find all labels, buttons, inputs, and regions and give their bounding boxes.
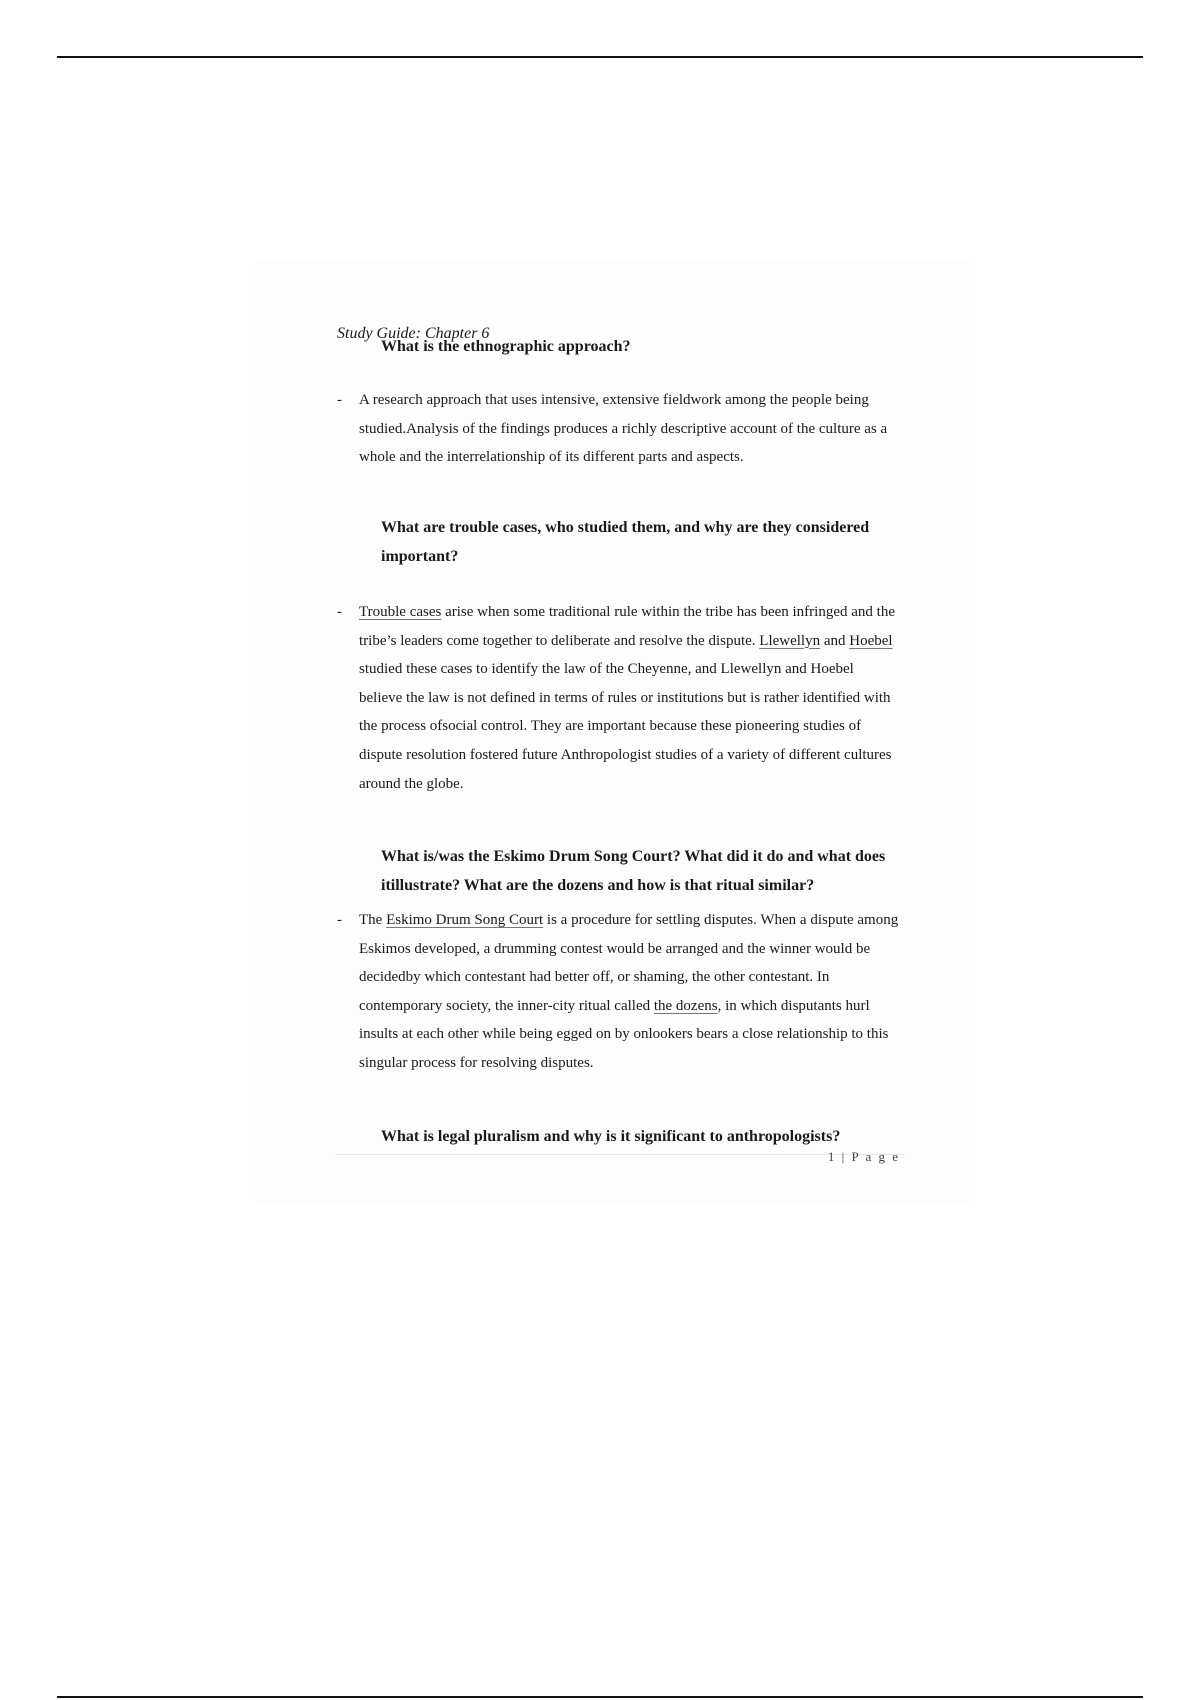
term-eskimo-drum-song-court: Eskimo Drum Song Court — [386, 912, 544, 928]
document-page — [255, 262, 975, 1202]
running-head: Study Guide: Chapter 6 — [337, 325, 490, 342]
question-legal-pluralism: What is legal pluralism and why is it significant to anthropologists? — [381, 1128, 841, 1145]
term-hoebel: Hoebel — [849, 632, 893, 649]
term-the-dozens: the dozens — [653, 997, 718, 1014]
bullet-marker: - — [337, 604, 342, 620]
bottom-border-line — [57, 1696, 1143, 1698]
top-border-line — [57, 56, 1143, 58]
bullet-marker: - — [337, 392, 342, 408]
answer-trouble-cases — [337, 598, 927, 798]
answer-eskimo-drum-song-court — [337, 906, 927, 1078]
term-trouble-cases: Trouble cases — [359, 604, 442, 620]
answer-text: A research approach that uses intensive, extensive fieldwork among the people being studied.Analysis of the findings produces a richly descriptive account of the culture as a whole and the interrelationship of its different parts and aspects. — [359, 392, 888, 466]
page-number-footer: 1 | P a g e — [827, 1149, 900, 1164]
question-trouble-cases: What are trouble cases, who studied them, and why are they considered important? — [381, 519, 870, 565]
term-llewellyn: Llewellyn — [759, 632, 821, 649]
question-eskimo-drum-song-court: What is/was the Eskimo Drum Song Court? What did it do and what does itillustrate? What are the dozens and how is that ritual similar? — [381, 848, 886, 894]
footer-divider — [335, 1154, 905, 1155]
question-ethnographic-approach: What is the ethnographic approach? — [381, 338, 631, 355]
answer-text: The Eskimo Drum Song Court is a procedure for settling disputes. When a dispute among Eskimos developed, a drumming contest would be arranged and the winner would be decidedby which contestant had better off, or shaming, the other contestant. In contemporary society, the inner-city ritual called the dozens, in which disputants hurl insults at each other while being egged on by onlookers bears a close relationship to this singular process for resolving disputes. — [359, 912, 899, 1071]
answer-ethnographic-approach — [337, 386, 927, 472]
answer-text: Trouble cases arise when some traditional rule within the tribe has been infringed and the tribe’s leaders come together to deliberate and resolve the dispute. Llewellyn and Hoebel studied these cases to identify the law of the Cheyenne, and Llewellyn and Hoebel believe the law is not defined in terms of rules or institutions but is rather identified with the process ofsocial control. They are important because these pioneering studies of dispute resolution fostered future Anthropologist studies of a variety of different cultures around the globe. — [359, 604, 895, 792]
bullet-marker: - — [337, 912, 342, 928]
